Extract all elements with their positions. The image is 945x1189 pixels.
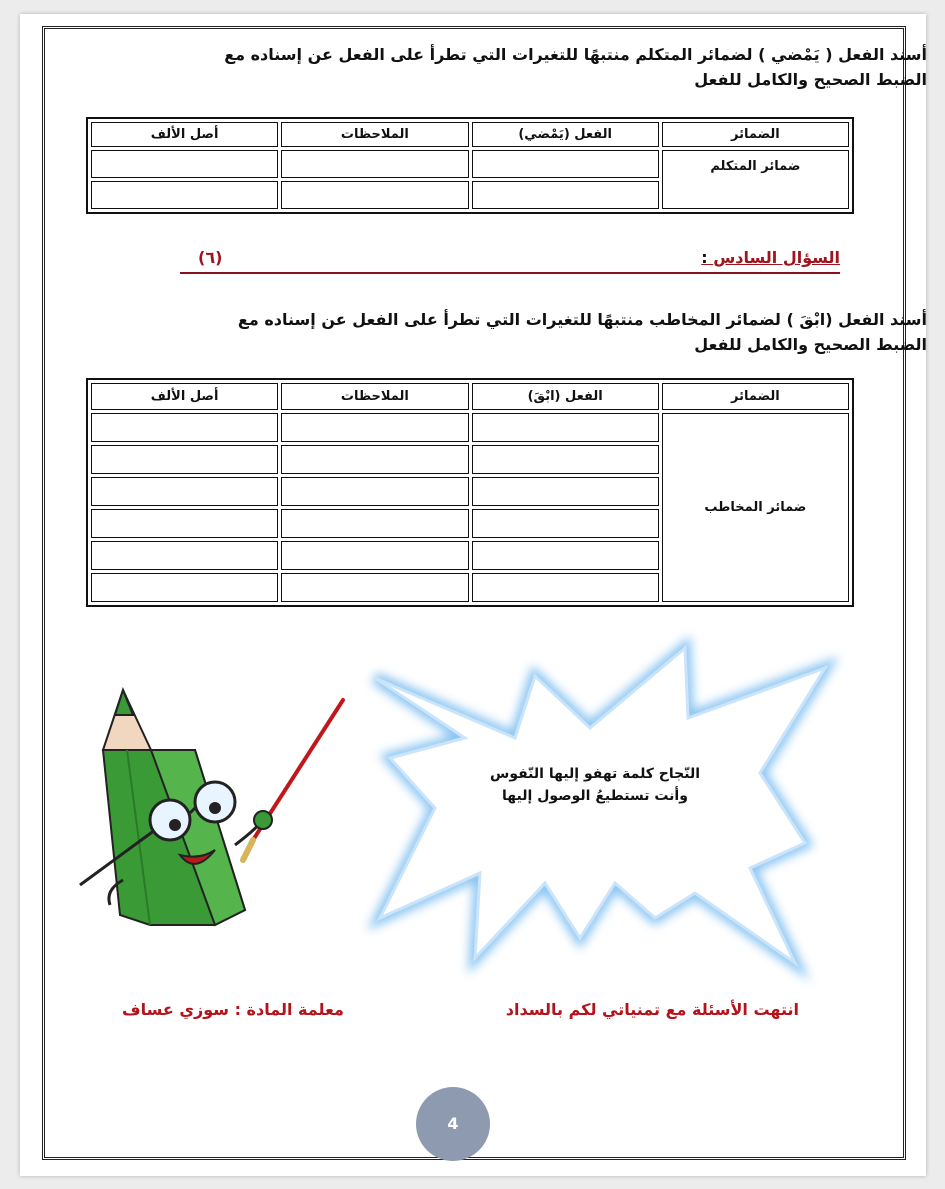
- answer-cell[interactable]: [472, 181, 659, 209]
- section2-instruction-line2: الضبط الصحيح والكامل للفعل: [694, 335, 927, 354]
- section2-instruction: [227, 307, 927, 357]
- pronoun-group-addressee: ضمائر المخاطب: [662, 413, 849, 602]
- answer-cell[interactable]: [91, 477, 278, 506]
- question-score: (٦): [198, 248, 223, 267]
- section2-table: [86, 378, 854, 607]
- answer-cell[interactable]: [281, 150, 468, 178]
- section1-instruction-line2: الضبط الصحيح والكامل للفعل: [694, 70, 927, 89]
- answer-cell[interactable]: [472, 445, 659, 474]
- answer-cell[interactable]: [472, 477, 659, 506]
- header-pronouns: الضمائر: [662, 122, 849, 147]
- motto-line1: النّجاح كلمة تهفو إليها النّفوس: [490, 766, 700, 782]
- pencil-mascot-illustration: [75, 680, 350, 935]
- answer-cell[interactable]: [472, 573, 659, 602]
- closing-message: انتهت الأسئلة مع تمنياتي لكم بالسداد: [505, 1000, 799, 1019]
- pronoun-group-speaker: ضمائر المتكلم: [662, 150, 849, 209]
- answer-cell[interactable]: [281, 477, 468, 506]
- section1-table: [86, 117, 854, 214]
- question-title: السؤال السادس :: [701, 248, 840, 267]
- section2-instruction-line1: أسند الفعل (ابْقَ ) لضمائر المخاطب منتبهًا للتغيرات التي تطرأ على الفعل عن إسناده مع: [237, 310, 927, 329]
- starburst-shape: [350, 628, 850, 988]
- teacher-name: معلمة المادة : سوزي عساف: [122, 1000, 344, 1019]
- answer-cell[interactable]: [91, 573, 278, 602]
- answer-cell[interactable]: [91, 541, 278, 570]
- section1-instruction-line1: أسند الفعل ( يَمْضي ) لضمائر المتكلم منتبهًا للتغيرات التي تطرأ على الفعل عن إسناده مع: [224, 45, 927, 64]
- answer-cell[interactable]: [281, 181, 468, 209]
- answer-cell[interactable]: [472, 150, 659, 178]
- section1-instruction: [224, 42, 927, 92]
- answer-cell[interactable]: [91, 150, 278, 178]
- answer-cell[interactable]: [281, 573, 468, 602]
- answer-cell[interactable]: [281, 509, 468, 538]
- answer-cell[interactable]: [91, 509, 278, 538]
- page-number-badge: 4: [416, 1087, 490, 1161]
- header-alif-origin: أصل الألف: [91, 383, 278, 410]
- header-notes: الملاحظات: [281, 122, 468, 147]
- answer-cell[interactable]: [91, 445, 278, 474]
- motto-line2: وأنت تستطيعُ الوصول إليها: [502, 788, 688, 804]
- header-pronouns: الضمائر: [662, 383, 849, 410]
- header-verb: الفعل (ابْقَ): [472, 383, 659, 410]
- answer-cell[interactable]: [281, 445, 468, 474]
- answer-cell[interactable]: [281, 413, 468, 442]
- question-six-heading: [180, 248, 840, 274]
- header-verb: الفعل (يَمْضي): [472, 122, 659, 147]
- answer-cell[interactable]: [91, 413, 278, 442]
- answer-cell[interactable]: [281, 541, 468, 570]
- header-alif-origin: أصل الألف: [91, 122, 278, 147]
- answer-cell[interactable]: [472, 541, 659, 570]
- answer-cell[interactable]: [472, 509, 659, 538]
- answer-cell[interactable]: [472, 413, 659, 442]
- motto-text: [445, 763, 745, 807]
- answer-cell[interactable]: [91, 181, 278, 209]
- header-notes: الملاحظات: [281, 383, 468, 410]
